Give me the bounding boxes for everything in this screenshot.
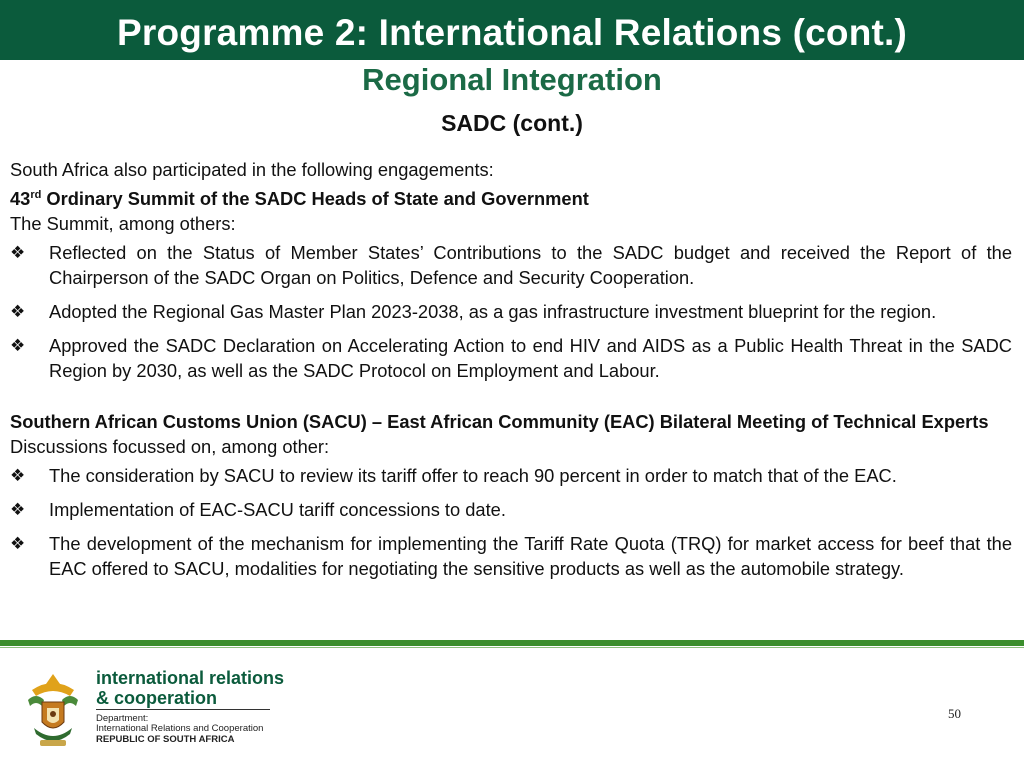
logo-text-line2: & cooperation	[96, 688, 218, 708]
bullet-diamond-icon: ❖	[10, 466, 26, 485]
summit-heading-suffix: rd	[30, 188, 42, 201]
department-label: Department:	[96, 713, 149, 724]
country-name: REPUBLIC OF SOUTH AFRICA	[96, 734, 235, 745]
list-item	[10, 497, 1012, 522]
bullet-diamond-icon: ❖	[10, 534, 26, 553]
bullet-diamond-icon: ❖	[10, 336, 26, 355]
summit-bullet-list	[10, 240, 1012, 383]
list-item	[10, 333, 1012, 383]
footer-divider-line	[0, 647, 1024, 648]
page-number: 50	[948, 706, 961, 721]
logo-divider	[96, 709, 270, 710]
bullet-text: Reflected on the Status of Member States’ Contributions to the SADC budget and received the Report of the Chairperson of the SADC Organ on Politics, Defence and Security Cooperation.	[49, 242, 1012, 288]
intro-text: South Africa also participated in the following engagements:	[10, 159, 494, 180]
list-item	[10, 299, 1012, 324]
list-item	[10, 463, 1012, 488]
coat-of-arms-icon	[24, 670, 82, 750]
bullet-diamond-icon: ❖	[10, 302, 26, 321]
bullet-text: Approved the SADC Declaration on Accelerating Action to end HIV and AIDS as a Public Health Threat in the SADC Region by 2030, as well as the SADC Protocol on Employment and Labour.	[49, 335, 1012, 381]
bullet-text: Implementation of EAC-SACU tariff concessions to date.	[49, 499, 506, 520]
list-item	[10, 240, 1012, 290]
section-heading: SADC (cont.)	[441, 110, 583, 136]
summit-lead: The Summit, among others:	[10, 213, 236, 234]
bullet-diamond-icon: ❖	[10, 243, 26, 262]
bullet-text: The development of the mechanism for implementing the Tariff Rate Quota (TRQ) for market access for beef that the EAC offered to SACU, modalities for negotiating the sensitive products as well as the automobile strategy.	[49, 533, 1012, 579]
logo-text-line1: international relations	[96, 668, 285, 688]
bullet-text: The consideration by SACU to review its tariff offer to reach 90 percent in order to match that of the EAC.	[49, 465, 897, 486]
sacu-heading: Southern African Customs Union (SACU) – East African Community (EAC) Bilateral Meeting of Technical Experts	[10, 411, 989, 432]
list-item	[10, 531, 1012, 581]
department-name: International Relations and Cooperation	[96, 723, 264, 734]
slide-body	[10, 157, 1012, 581]
sacu-lead: Discussions focussed on, among other:	[10, 436, 330, 457]
title-bar	[0, 0, 1024, 60]
summit-heading	[10, 186, 1012, 211]
bullet-diamond-icon: ❖	[10, 500, 26, 519]
footer-divider	[0, 640, 1024, 646]
summit-heading-text: Ordinary Summit of the SADC Heads of State and Government	[41, 188, 589, 209]
slide-subtitle: Regional Integration	[362, 62, 662, 97]
bullet-text: Adopted the Regional Gas Master Plan 2023-2038, as a gas infrastructure investment blueprint for the region.	[49, 301, 937, 322]
summit-heading-number: 43	[10, 188, 31, 209]
slide-title: Programme 2: International Relations (cont.)	[116, 12, 908, 53]
sacu-bullet-list	[10, 463, 1012, 581]
